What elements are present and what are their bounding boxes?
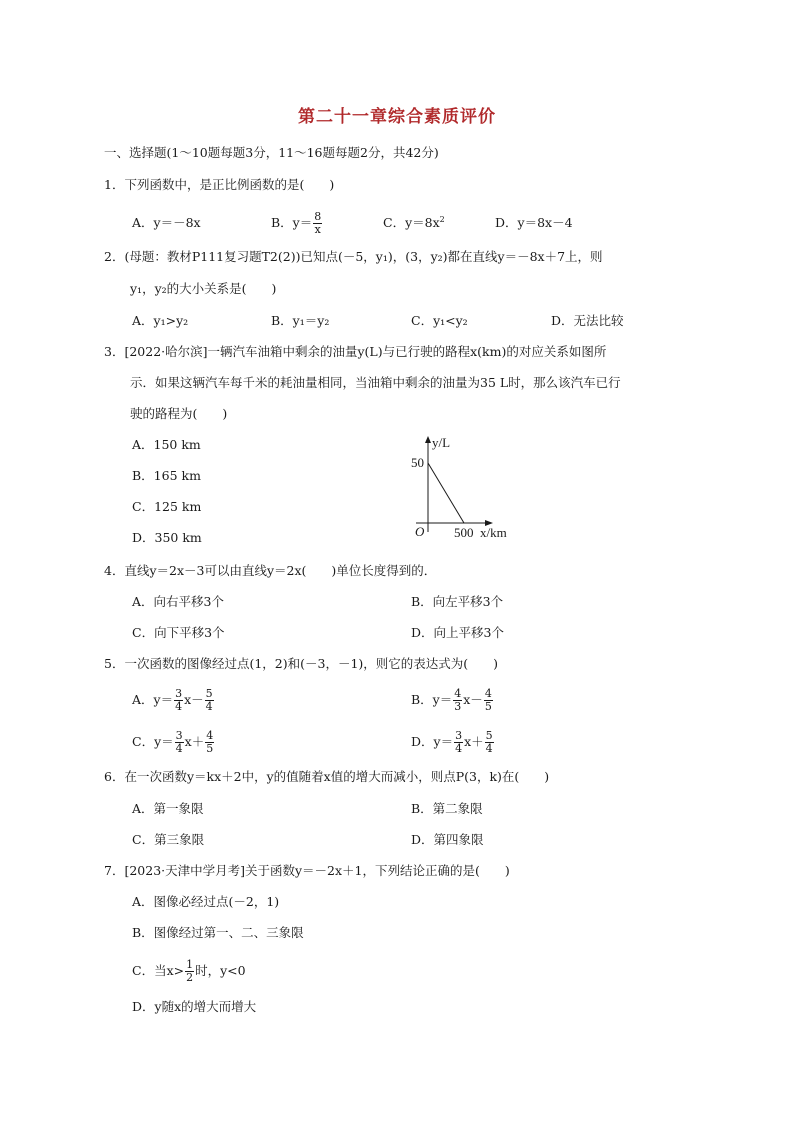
page-title: 第二十一章综合素质评价: [298, 107, 496, 127]
y-axis-label: y/L: [432, 435, 451, 450]
x-axis-label: x/km: [480, 525, 507, 540]
option-prefix: A．y＝: [132, 692, 174, 707]
fraction-numerator: 3: [175, 729, 183, 742]
question-3-stem-line2: 示．如果这辆汽车每千米的耗油量相同，当油箱中剩余的油量为35 L时，那么该汽车已行: [130, 375, 621, 390]
fraction-denominator: 2: [186, 971, 194, 984]
fraction: [485, 730, 494, 755]
q4-option-d: D．向上平移3个: [411, 625, 504, 640]
q2-option-d: D．无法比较: [551, 313, 624, 328]
option-prefix: C．y＝: [132, 734, 174, 749]
fraction-numerator: 5: [205, 687, 213, 700]
q6-option-a: A．第一象限: [132, 801, 204, 816]
option-operator: x＋: [184, 734, 205, 749]
q7-option-d: D．y随x的增大而增大: [132, 999, 257, 1014]
fraction-denominator: x: [314, 223, 321, 236]
question-7-stem: 7．[2023·天津中学月考]关于函数y＝－2x＋1，下列结论正确的是( ): [104, 863, 510, 878]
q4-option-b: B．向左平移3个: [411, 594, 504, 609]
q2-option-a: A．y₁>y₂: [132, 313, 189, 328]
question-1-stem: 1．下列函数中，是正比例函数的是( ): [104, 177, 335, 192]
q5-option-c: [132, 727, 215, 757]
fraction: [205, 730, 214, 755]
q6-option-d: D．第四象限: [411, 832, 484, 847]
q6-option-c: C．第三象限: [132, 832, 205, 847]
q1-option-b-prefix: B．y＝: [271, 215, 313, 230]
q3-option-b: B．165 km: [132, 468, 201, 483]
fraction: [205, 688, 214, 713]
fraction: [453, 688, 462, 713]
q7-option-b: B．图像经过第一、二、三象限: [132, 925, 304, 940]
question-3-stem-line3: 驶的路程为( ): [130, 406, 228, 421]
q7-option-c-suffix: 时，y<0: [195, 963, 246, 978]
fraction-denominator: 4: [175, 742, 183, 755]
x-intercept-label: 500: [454, 525, 474, 540]
fuel-line: [428, 463, 464, 523]
q5-option-b: [411, 685, 494, 715]
q4-option-c: C．向下平移3个: [132, 625, 225, 640]
question-5-stem: 5．一次函数的图像经过点(1，2)和(－3，－1)，则它的表达式为( ): [104, 656, 499, 671]
fraction-denominator: 5: [484, 700, 492, 713]
fraction-numerator: 4: [454, 687, 462, 700]
origin-label: O: [415, 524, 425, 539]
fraction-denominator: 4: [205, 700, 213, 713]
fraction-denominator: 4: [455, 742, 463, 755]
question-6-stem: 6．在一次函数y＝kx＋2中，y的值随着x值的增大而减小，则点P(3，k)在( ): [104, 769, 550, 784]
fraction: [313, 211, 322, 236]
fraction-numerator: 5: [485, 729, 493, 742]
q2-option-b: B．y₁＝y₂: [271, 313, 330, 328]
fraction-numerator: 4: [484, 687, 492, 700]
option-prefix: B．y＝: [411, 692, 453, 707]
option-prefix: D．y＝: [411, 734, 454, 749]
q3-option-c: C．125 km: [132, 499, 202, 514]
q1-option-d: D．y＝8x－4: [495, 215, 573, 230]
fraction-denominator: 4: [485, 742, 493, 755]
fraction-numerator: 1: [186, 958, 194, 971]
fraction: [185, 959, 194, 984]
y-axis-arrow: [425, 436, 431, 443]
q7-option-c-prefix: C．当x>: [132, 963, 185, 978]
q5-option-d: [411, 727, 495, 757]
option-operator: x－: [463, 692, 483, 707]
q1-option-b: [271, 206, 323, 240]
fraction: [175, 730, 184, 755]
q1-option-c: [383, 214, 445, 232]
option-operator: x＋: [464, 734, 484, 749]
q2-option-c: C．y₁<y₂: [411, 313, 468, 328]
fraction-denominator: 4: [175, 700, 183, 713]
fraction-denominator: 3: [454, 700, 462, 713]
q7-option-a: A．图像必经过点(－2，1): [132, 894, 280, 909]
q4-option-a: A．向右平移3个: [132, 594, 224, 609]
fraction-denominator: 5: [206, 742, 214, 755]
q3-option-d: D．350 km: [132, 530, 202, 545]
fraction-numerator: 3: [175, 687, 183, 700]
fraction: [454, 730, 463, 755]
fraction-numerator: 8: [314, 210, 322, 223]
fraction-numerator: 4: [206, 729, 214, 742]
question-4-stem: 4．直线y＝2x－3可以由直线y＝2x( )单位长度得到的．: [104, 563, 437, 578]
fuel-distance-graph: [404, 432, 524, 544]
question-3-stem-line1: 3．[2022·哈尔滨]一辆汽车油箱中剩余的油量y(L)与已行驶的路程x(km)的对应关系如图所: [104, 344, 607, 359]
question-2-stem-line2: y₁，y₂的大小关系是( ): [130, 281, 277, 296]
superscript: 2: [439, 214, 445, 224]
q3-option-a: A．150 km: [132, 437, 201, 452]
q5-option-a: [132, 685, 215, 715]
fraction: [484, 688, 493, 713]
fraction: [174, 688, 183, 713]
q7-option-c: [132, 955, 246, 987]
question-2-stem-line1: 2．(母题：教材P111复习题T2(2))已知点(－5，y₁)，(3，y₂)都在直线y＝－8x＋7上，则: [104, 249, 603, 264]
section-heading: 一、选择题(1～10题每题3分，11～16题每题2分，共42分): [104, 145, 439, 160]
fraction-numerator: 3: [455, 729, 463, 742]
y-intercept-label: 50: [411, 455, 424, 470]
option-operator: x－: [184, 692, 204, 707]
q6-option-b: B．第二象限: [411, 801, 483, 816]
q1-option-a: A．y＝－8x: [132, 215, 201, 230]
q1-option-c-prefix: C．y＝8x: [383, 215, 440, 230]
